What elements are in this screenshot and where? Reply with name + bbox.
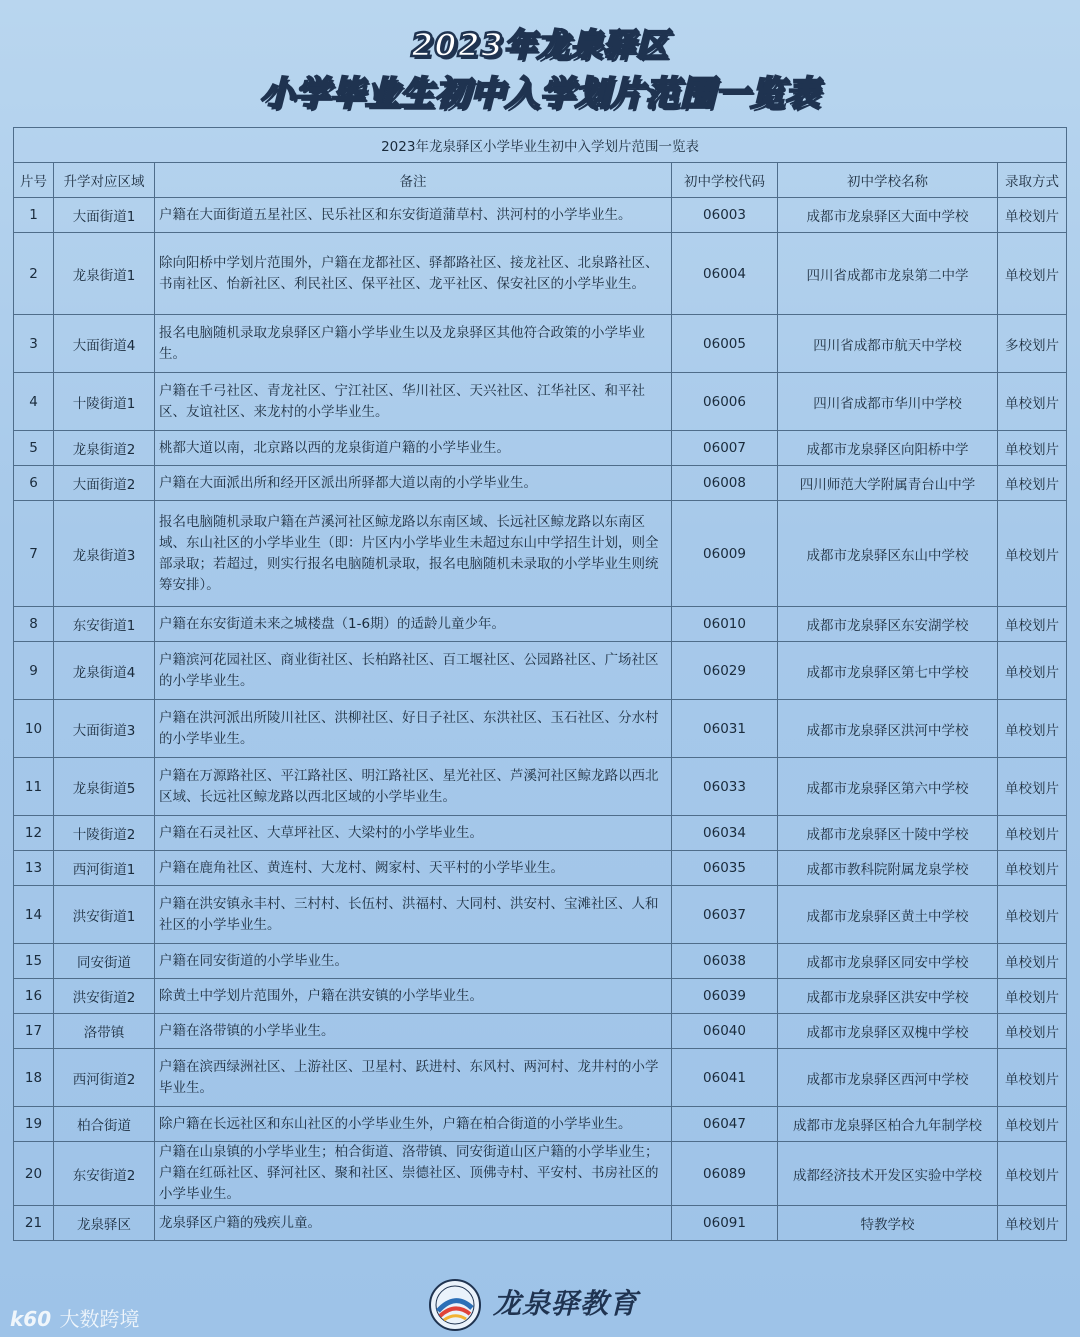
cell-school: 成都经济技术开发区实验中学校	[778, 1142, 998, 1206]
cell-mode: 单校划片	[998, 1142, 1067, 1206]
cell-code: 06029	[672, 642, 778, 700]
cell-no: 1	[14, 198, 54, 233]
table-caption: 2023年龙泉驿区小学毕业生初中入学划片范围一览表	[14, 128, 1067, 163]
table-row	[14, 198, 1067, 233]
cell-mode: 单校划片	[998, 1107, 1067, 1142]
cell-school: 特教学校	[778, 1206, 998, 1241]
table-row	[14, 944, 1067, 979]
cell-note: 除户籍在长远社区和东山社区的小学毕业生外，户籍在柏合街道的小学毕业生。	[155, 1107, 672, 1142]
cell-school: 四川省成都市华川中学校	[778, 373, 998, 431]
cell-note: 报名电脑随机录取龙泉驿区户籍小学毕业生以及龙泉驿区其他符合政策的小学毕业生。	[155, 315, 672, 373]
table-row	[14, 1049, 1067, 1107]
cell-code: 06037	[672, 886, 778, 944]
cell-note: 户籍在滨西绿洲社区、上游社区、卫星村、跃进村、东风村、两河村、龙井村的小学毕业生。	[155, 1049, 672, 1107]
page-title-line2: 小学毕业生初中入学划片范围一览表	[260, 74, 820, 114]
cell-code: 06035	[672, 851, 778, 886]
cell-note: 户籍在大面街道五星社区、民乐社区和东安街道蒲草村、洪河村的小学毕业生。	[155, 198, 672, 233]
table-row	[14, 501, 1067, 607]
cell-no: 8	[14, 607, 54, 642]
footer-brand: 龙泉驿教育	[493, 1287, 639, 1320]
cell-note: 户籍在万源路社区、平江路社区、明江路社区、星光社区、芦溪河社区鲸龙路以西北区域、长远社区鲸龙路以西北区域的小学毕业生。	[155, 758, 672, 816]
cell-code: 06089	[672, 1142, 778, 1206]
cell-school: 成都市龙泉驿区洪河中学校	[778, 700, 998, 758]
cell-area: 大面街道1	[54, 198, 155, 233]
cell-area: 洛带镇	[54, 1014, 155, 1049]
table-row	[14, 816, 1067, 851]
table-row	[14, 979, 1067, 1014]
cell-note: 户籍在石灵社区、大草坪社区、大梁村的小学毕业生。	[155, 816, 672, 851]
cell-school: 成都市龙泉驿区黄土中学校	[778, 886, 998, 944]
table-row	[14, 1142, 1067, 1206]
zoning-table	[13, 127, 1067, 1241]
table-row	[14, 373, 1067, 431]
cell-mode: 单校划片	[998, 431, 1067, 466]
cell-mode: 单校划片	[998, 233, 1067, 315]
cell-area: 大面街道3	[54, 700, 155, 758]
cell-note: 户籍在大面派出所和经开区派出所驿都大道以南的小学毕业生。	[155, 466, 672, 501]
cell-note: 桃都大道以南，北京路以西的龙泉街道户籍的小学毕业生。	[155, 431, 672, 466]
cell-note: 户籍在鹿角社区、黄连村、大龙村、阙家村、天平村的小学毕业生。	[155, 851, 672, 886]
cell-code: 06008	[672, 466, 778, 501]
cell-code: 06091	[672, 1206, 778, 1241]
cell-area: 龙泉驿区	[54, 1206, 155, 1241]
cell-no: 17	[14, 1014, 54, 1049]
column-header: 初中学校代码	[672, 163, 778, 198]
cell-no: 3	[14, 315, 54, 373]
cell-area: 十陵街道1	[54, 373, 155, 431]
cell-mode: 单校划片	[998, 758, 1067, 816]
cell-school: 成都市龙泉驿区第六中学校	[778, 758, 998, 816]
cell-code: 06007	[672, 431, 778, 466]
cell-mode: 单校划片	[998, 944, 1067, 979]
cell-code: 06034	[672, 816, 778, 851]
cell-school: 成都市龙泉驿区洪安中学校	[778, 979, 998, 1014]
cell-mode: 单校划片	[998, 1049, 1067, 1107]
cell-mode: 单校划片	[998, 1206, 1067, 1241]
cell-school: 成都市龙泉驿区柏合九年制学校	[778, 1107, 998, 1142]
table-row	[14, 315, 1067, 373]
cell-code: 06003	[672, 198, 778, 233]
cell-code: 06005	[672, 315, 778, 373]
cell-school: 成都市龙泉驿区十陵中学校	[778, 816, 998, 851]
table-row	[14, 851, 1067, 886]
cell-area: 龙泉街道2	[54, 431, 155, 466]
cell-mode: 单校划片	[998, 198, 1067, 233]
cell-school: 成都市龙泉驿区同安中学校	[778, 944, 998, 979]
cell-school: 成都市龙泉驿区东安湖学校	[778, 607, 998, 642]
cell-no: 15	[14, 944, 54, 979]
table-header-row	[14, 163, 1067, 198]
column-header: 录取方式	[998, 163, 1067, 198]
cell-area: 西河街道2	[54, 1049, 155, 1107]
cell-note: 报名电脑随机录取户籍在芦溪河社区鲸龙路以东南区域、长远社区鲸龙路以东南区域、东山社区的小学毕业生（即：片区内小学毕业生未超过东山中学招生计划，则全部录取；若超过，则实行报名电脑随机录取，报名电脑随机未录取的小学毕业生则统筹安排）。	[155, 501, 672, 607]
table-row	[14, 607, 1067, 642]
watermark-logo-icon: k60	[10, 1307, 52, 1331]
cell-area: 洪安街道1	[54, 886, 155, 944]
cell-school: 成都市龙泉驿区大面中学校	[778, 198, 998, 233]
cell-no: 14	[14, 886, 54, 944]
table-row	[14, 466, 1067, 501]
cell-code: 06004	[672, 233, 778, 315]
cell-area: 十陵街道2	[54, 816, 155, 851]
cell-area: 大面街道2	[54, 466, 155, 501]
cell-note: 除向阳桥中学划片范围外，户籍在龙都社区、驿都路社区、接龙社区、北泉路社区、书南社区、怡新社区、利民社区、保平社区、龙平社区、保安社区的小学毕业生。	[155, 233, 672, 315]
cell-area: 大面街道4	[54, 315, 155, 373]
cell-code: 06047	[672, 1107, 778, 1142]
cell-no: 16	[14, 979, 54, 1014]
cell-code: 06033	[672, 758, 778, 816]
cell-no: 13	[14, 851, 54, 886]
table-row	[14, 233, 1067, 315]
cell-code: 06040	[672, 1014, 778, 1049]
cell-school: 四川省成都市航天中学校	[778, 315, 998, 373]
cell-area: 柏合街道	[54, 1107, 155, 1142]
cell-note: 龙泉驿区户籍的残疾儿童。	[155, 1206, 672, 1241]
cell-note: 户籍在洛带镇的小学毕业生。	[155, 1014, 672, 1049]
cell-mode: 单校划片	[998, 816, 1067, 851]
cell-no: 11	[14, 758, 54, 816]
cell-area: 洪安街道2	[54, 979, 155, 1014]
cell-code: 06038	[672, 944, 778, 979]
cell-no: 7	[14, 501, 54, 607]
cell-no: 12	[14, 816, 54, 851]
table-row	[14, 1107, 1067, 1142]
watermark-text: 大数跨境	[59, 1307, 140, 1331]
cell-area: 龙泉街道5	[54, 758, 155, 816]
table-row	[14, 642, 1067, 700]
column-header: 备注	[155, 163, 672, 198]
cell-code: 06031	[672, 700, 778, 758]
table-row	[14, 1014, 1067, 1049]
cell-school: 成都市教科院附属龙泉学校	[778, 851, 998, 886]
cell-area: 龙泉街道3	[54, 501, 155, 607]
cell-mode: 单校划片	[998, 642, 1067, 700]
cell-note: 户籍在洪河派出所陵川社区、洪柳社区、好日子社区、东洪社区、玉石社区、分水村的小学毕业生。	[155, 700, 672, 758]
cell-area: 东安街道2	[54, 1142, 155, 1206]
cell-code: 06039	[672, 979, 778, 1014]
cell-no: 5	[14, 431, 54, 466]
watermark	[10, 1303, 140, 1332]
cell-note: 户籍滨河花园社区、商业街社区、长柏路社区、百工堰社区、公园路社区、广场社区的小学毕业生。	[155, 642, 672, 700]
education-bureau-logo-icon	[428, 1278, 482, 1332]
cell-note: 户籍在千弓社区、青龙社区、宁江社区、华川社区、天兴社区、江华社区、和平社区、友谊社区、来龙村的小学毕业生。	[155, 373, 672, 431]
cell-area: 龙泉街道4	[54, 642, 155, 700]
cell-note: 户籍在东安街道未来之城楼盘（1-6期）的适龄儿童少年。	[155, 607, 672, 642]
cell-mode: 单校划片	[998, 700, 1067, 758]
cell-area: 龙泉街道1	[54, 233, 155, 315]
cell-no: 20	[14, 1142, 54, 1206]
cell-mode: 单校划片	[998, 979, 1067, 1014]
cell-school: 四川师范大学附属青台山中学	[778, 466, 998, 501]
cell-mode: 单校划片	[998, 886, 1067, 944]
cell-no: 19	[14, 1107, 54, 1142]
column-header: 片号	[14, 163, 54, 198]
cell-no: 9	[14, 642, 54, 700]
cell-no: 4	[14, 373, 54, 431]
cell-school: 成都市龙泉驿区东山中学校	[778, 501, 998, 607]
cell-no: 2	[14, 233, 54, 315]
table-row	[14, 886, 1067, 944]
cell-area: 同安街道	[54, 944, 155, 979]
table-row	[14, 431, 1067, 466]
cell-code: 06010	[672, 607, 778, 642]
cell-school: 成都市龙泉驿区西河中学校	[778, 1049, 998, 1107]
cell-note: 除黄土中学划片范围外，户籍在洪安镇的小学毕业生。	[155, 979, 672, 1014]
cell-mode: 单校划片	[998, 501, 1067, 607]
cell-note: 户籍在洪安镇永丰村、三村村、长伍村、洪福村、大同村、洪安村、宝滩社区、人和社区的小学毕业生。	[155, 886, 672, 944]
cell-mode: 单校划片	[998, 607, 1067, 642]
column-header: 初中学校名称	[778, 163, 998, 198]
cell-code: 06006	[672, 373, 778, 431]
cell-mode: 多校划片	[998, 315, 1067, 373]
table-row	[14, 1206, 1067, 1241]
cell-code: 06009	[672, 501, 778, 607]
table-row	[14, 700, 1067, 758]
page-title-line1: 2023年龙泉驿区	[410, 26, 670, 64]
cell-note: 户籍在山泉镇的小学毕业生；柏合街道、洛带镇、同安街道山区户籍的小学毕业生；户籍在红砾社区、驿河社区、聚和社区、崇德社区、顶佛寺村、平安村、书房社区的小学毕业生。	[155, 1142, 672, 1206]
cell-mode: 单校划片	[998, 373, 1067, 431]
cell-school: 成都市龙泉驿区向阳桥中学	[778, 431, 998, 466]
column-header: 升学对应区域	[54, 163, 155, 198]
cell-area: 西河街道1	[54, 851, 155, 886]
table-row	[14, 758, 1067, 816]
cell-school: 成都市龙泉驿区第七中学校	[778, 642, 998, 700]
cell-mode: 单校划片	[998, 466, 1067, 501]
cell-no: 10	[14, 700, 54, 758]
cell-mode: 单校划片	[998, 851, 1067, 886]
cell-area: 东安街道1	[54, 607, 155, 642]
cell-school: 四川省成都市龙泉第二中学	[778, 233, 998, 315]
cell-no: 6	[14, 466, 54, 501]
cell-school: 成都市龙泉驿区双槐中学校	[778, 1014, 998, 1049]
cell-no: 18	[14, 1049, 54, 1107]
cell-no: 21	[14, 1206, 54, 1241]
cell-mode: 单校划片	[998, 1014, 1067, 1049]
cell-code: 06041	[672, 1049, 778, 1107]
cell-note: 户籍在同安街道的小学毕业生。	[155, 944, 672, 979]
